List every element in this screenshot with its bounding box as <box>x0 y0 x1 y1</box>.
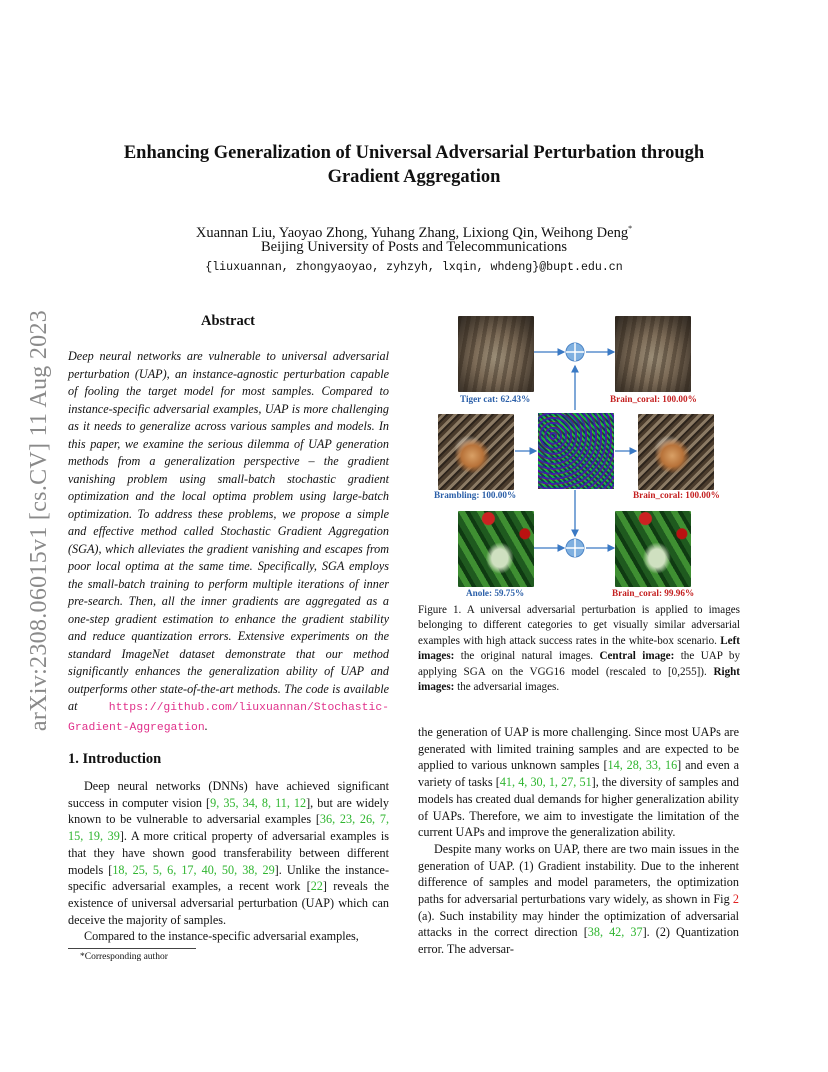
image-anole-adversarial <box>615 511 691 587</box>
authors-text: Xuannan Liu, Yaoyao Zhong, Yuhang Zhang, Lixiong Qin, Weihong Deng <box>195 224 629 241</box>
right-paragraph-1 <box>418 724 739 841</box>
affiliation: Beijing University of Posts and Telecommunications <box>260 239 567 255</box>
label-bird-original: Brambling: 100.00% <box>434 490 517 500</box>
caption-text: the original natural images. <box>454 650 600 663</box>
label-lizard-original: Anole: 59.75% <box>466 588 525 598</box>
caption-bold-right: Right images: <box>418 665 740 694</box>
footnote: *Corresponding author <box>80 952 168 962</box>
citation-link[interactable]: 36, 23, 26, 7, 15, 19, 39 <box>68 812 389 844</box>
label-lizard-adversarial: Brain_coral: 99.96% <box>612 588 695 598</box>
title-line-2: Gradient Aggregation <box>327 167 501 187</box>
citation-link[interactable]: 9, 35, 34, 8, 11, 12 <box>210 795 307 810</box>
text-run: (a). Such instability may hinder the optimization of adversarial attacks in the correct direction [ <box>418 908 739 940</box>
plus-circle-icon <box>566 343 584 361</box>
caption-text: Figure 1. A universal adversarial perturbation is applied to images belonging to different categories to get visually similar adversarial examples with high attack success rates in the white-box scenario. <box>418 604 740 647</box>
image-tiger-cat-original <box>458 316 534 392</box>
figure-1 <box>418 310 740 600</box>
emails: {liuxuannan, zhongyaoyao, zyhzyh, lxqin, whdeng}@bupt.edu.cn <box>205 261 623 274</box>
section-heading-introduction: 1. Introduction <box>68 751 162 767</box>
intro-paragraph-1 <box>68 778 389 928</box>
text-run: ]. (2) Quantization error. The adversar- <box>418 925 740 957</box>
label-cat-original: Tiger cat: 62.43% <box>460 394 531 404</box>
title-line-1: Enhancing Generalization of Universal Adversarial Perturbation through <box>123 143 705 163</box>
intro-paragraph-2: Compared to the instance-specific adversarial examples, <box>84 929 359 944</box>
abstract-body: Deep neural networks are vulnerable to universal adversarial perturbation (UAP), an instance-agnostic perturbation capable of fooling the target model for most samples. Compared to instance-specific adversarial examples, UAP is more challenging as it needs to generalize across various samples and models. In this paper, we examine the serious dilemma of UAP generation methods from a generalization perspective – the gradient vanishing problem using small-batch stochastic gradient optimization and the local optima problem using large-batch optimization. To address these problems, we propose a simple and effective method called Stochastic Gradient Aggregation (SGA), which alleviates the gradient vanishing and escapes from poor local optima at the same time. Specifically, SGA employs the small-batch training to perform multiple iterations of inner pre-search. Then, all the inner gradients are aggregated as a one-step gradient estimation to enhance the gradient stability and reduce quantization errors. Extensive experiments on the standard ImageNet dataset demonstrate that our method significantly enhances the generalization ability of UAP and outperforms other state-of-the-art methods. The code is available at https://github.com/liuxuannan/Stochastic-Gradient-Aggregation. <box>68 349 389 734</box>
paper-title <box>80 141 748 189</box>
right-column-body <box>418 724 739 958</box>
text-run: the generation of UAP is more challenging. Since most UAPs are generated with limited training samples and are expected to be applied to various unknown samples [ <box>418 725 739 773</box>
text-run: Despite many works on UAP, there are two main issues in the generation of UAP. (1) Gradient instability. Due to the inherent difference of samples and model parameters, the optimization paths for adversarial perturbations vary widely, as shown in Fig <box>418 841 739 907</box>
image-brambling-adversarial <box>638 414 714 490</box>
image-uap-perturbation <box>538 413 614 489</box>
arxiv-id[interactable]: arXiv:2308.06015v1 [cs.CV] 11 Aug 2023 <box>26 309 53 731</box>
text-run: ] and even a variety of tasks [ <box>418 758 740 790</box>
right-paragraph-2 <box>418 841 739 958</box>
caption-bold-left: Left images: <box>418 634 740 663</box>
text-run: Deep neural networks (DNNs) have achieved significant success in computer vision [ <box>68 779 389 810</box>
plus-circle-icon <box>566 539 584 557</box>
author-mark: * <box>628 224 633 233</box>
label-bird-adversarial: Brain_coral: 100.00% <box>633 490 720 500</box>
image-tiger-cat-adversarial <box>615 316 691 392</box>
citation-link[interactable]: 22 <box>310 879 323 894</box>
citation-link[interactable]: 14, 28, 33, 16 <box>607 758 678 773</box>
figure-1-caption <box>418 603 740 695</box>
text-run: ], the diversity of samples and models has created dual demands for higher generalization ability of UAPs. Therefore, we aim to investigate the limitation of the current UAPs and improve the generalization ability. <box>418 775 739 840</box>
code-link[interactable]: https://github.com/liuxuannan/Stochastic-Gradient-Aggregation <box>68 702 389 734</box>
image-anole-original <box>458 511 534 587</box>
caption-text: the UAP by applying SGA on the VGG16 model (rescaled to [0,255]). <box>418 650 740 678</box>
citation-link[interactable]: 41, 4, 30, 1, 27, 51 <box>499 775 592 790</box>
citation-link[interactable]: 18, 25, 5, 6, 17, 40, 50, 38, 29 <box>112 862 275 877</box>
caption-bold-central: Central image: <box>599 650 675 663</box>
text-run: ]. A more critical property of adversarial examples is that they have shown good transferability between different models [ <box>68 829 389 877</box>
text-run: ], but are widely known to be vulnerable to adversarial examples [ <box>68 795 389 827</box>
label-cat-adversarial: Brain_coral: 100.00% <box>610 394 697 404</box>
arxiv-stamp <box>24 280 56 760</box>
text-run: ]. Unlike the instance-specific adversarial examples, a recent work [ <box>68 862 390 894</box>
introduction-body <box>68 778 389 945</box>
abstract-heading: Abstract <box>201 313 255 329</box>
abstract-text: Deep neural networks are vulnerable to universal adversarial perturbation (UAP), an instance-agnostic perturbation capable of fooling the target model for most samples. Compared to instance-specific adversarial examples, UAP is more challenging as it needs to generalize across various samples and models. In this paper, we examine the serious dilemma of UAP generation methods from a generalization perspective – the gradient vanishing problem using small-batch stochastic gradient optimization and the local optima problem using large-batch optimization. To address these problems, we propose a simple and effective method called Stochastic Gradient Aggregation (SGA), which alleviates the gradient vanishing and escapes from poor local optima at the same time. Specifically, SGA employs the small-batch training to perform multiple iterations of inner pre-search. Then, all the inner gradients are aggregated as a one-step gradient estimation to enhance the gradient stability and reduce quantization errors. Extensive experiments on the standard ImageNet dataset demonstrate that our method significantly enhances the generalization ability of UAP and outperforms other state-of-the-art methods. The code is available at <box>68 349 389 713</box>
text-run: ] reveals the existence of universal adversarial perturbation (UAP) which can deceive the majority of samples. <box>68 879 389 927</box>
image-brambling-original <box>438 414 514 490</box>
caption-text: the adversarial images. <box>454 681 560 694</box>
footnote-rule <box>68 948 196 949</box>
citation-link[interactable]: 38, 42, 37 <box>587 925 643 940</box>
figure-reference-link[interactable]: 2 <box>732 892 739 907</box>
